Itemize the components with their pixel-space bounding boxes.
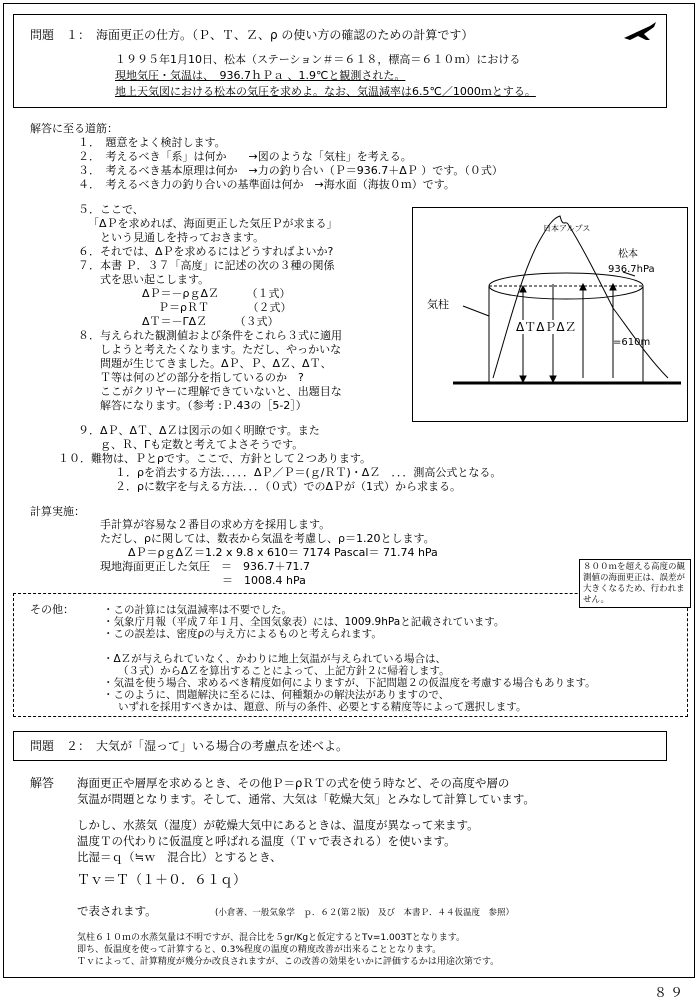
calc-line3: ΔＰ＝ρｇΔＺ＝1.2 x 9.8 x 610＝ 7174 Pascal＝ 71.74 hPa (128, 546, 438, 559)
height-label: =610m (613, 337, 651, 348)
answer-note-2: 即ち、仮温度を使って計算すると、0.3%程度の温度の精度改善が出来ることとなります。 (77, 945, 442, 955)
approach-step-5b: 「ΔＰを求めれば、海面更正した気圧Ｐが求まる」 (88, 217, 338, 230)
approach-step-9a: ９．ΔＰ、ΔＴ、ΔＺは図示の如く明瞭です。また (78, 424, 320, 437)
approach-step-8-l6: 解答になります。（参考 :Ｐ.43の［5-2］） (100, 399, 307, 412)
answer-p1b: 気温が問題となります。そして、通常、大気は「乾燥大気」とみなして計算しています。 (77, 792, 535, 806)
answer-reference: (小倉著、一般気象学 ｐ．６２(第２版) 及び 本書Ｐ．４４仮温度 参照） (215, 908, 514, 918)
answer-note-3: Ｔｖによって、計算精度が幾分か改良されますが、この改善の効果をいかに評価するかは用途次第です。 (77, 957, 500, 967)
answer-p2a: しかし、水蒸気（湿度）が乾燥大気中にあるときは、温度が異なって来ます。 (77, 818, 479, 832)
answer-title: 解答 (30, 776, 55, 790)
equation-3: ΔＴ＝－ΓΔＺ （３式） (142, 315, 279, 328)
question-1-line1: １９９５年1月10日、松本（ステーション＃＝６１８，標高＝６１０ｍ）における (115, 53, 521, 66)
answer-p1a: 海面更正や層厚を求めるとき、その他Ｐ＝ρＲＴの式を使う時など、その高度や層の (77, 776, 510, 790)
approach-step-7b: 式を思い起こします。 (100, 273, 210, 286)
approach-step-9b: ｇ、Ｒ、Γも定数と考えてよさそうです。 (100, 438, 304, 451)
approach-step-7a: ７．本書 Ｐ．３７「高度」に記述の次の３種の関係 (78, 259, 335, 272)
approach-title: 解答に至る道筋： (30, 122, 118, 135)
other-line-5: ・ΔＺが与えられていなく、かわりに地上気温が与えられている場合は、 (103, 653, 446, 665)
calc-line2: ただし、ρに関しては、数表から気温を考慮し、ρ＝1.20とします。 (100, 532, 435, 545)
calc-line4: 現地海面更正した気圧 ＝ 936.7＋71.7 (100, 560, 310, 573)
answer-formula: Ｔｖ＝Ｔ（１＋０．６１ｑ） (77, 873, 247, 888)
approach-step-6: ６．それでは、ΔＰを求めるにはどうすればよいか? (78, 245, 334, 258)
answer-note-1: 気柱６１０ｍの水蒸気量は不明ですが、混合比を５gr/Kgと仮定するとTv=1.003Tとなります。 (77, 933, 465, 943)
air-column-figure (412, 207, 688, 422)
answer-p2c: 比湿＝ｑ（≒ｗ 混合比）とするとき、 (77, 850, 282, 864)
question-2-heading: 問題 ２： 大気が「湿って」いる場合の考慮点を述べよ。 (30, 739, 349, 753)
other-line-6: （３式）からΔＺを算出することによって、上記方針２に帰着します。 (118, 665, 450, 677)
equation-1: ΔＰ＝－ρｇΔＺ （１式） (142, 287, 291, 300)
approach-step-8-l3: 問題が生じてきました。ΔＰ、Ｐ、ΔＺ、ΔＴ、 (100, 357, 332, 370)
airplane-icon (620, 18, 660, 44)
other-line-3: ・この誤差は、密度ρの与え方によるものと考えられます。 (103, 628, 382, 640)
approach-step-8-l1: ８．与えられた観測値および条件をこれら３式に適用 (78, 329, 342, 342)
altitude-note: ８００ｍを超える高度の観測値の海面更正は、誤差が大きくなるため、行われません。 (579, 559, 691, 608)
question-1-line2: 現地気圧・気温は、 936.7ｈＰａ 、1.9℃と観測された。 (115, 69, 406, 82)
calc-title: 計算実施： (30, 505, 85, 518)
other-line-2: ・気象庁月報（平成７年１月、全国気象表）には、1009.9hPaと記載されています。 (103, 616, 505, 628)
answer-p2b: 温度Ｔの代わりに仮温度と呼ばれる温度（Ｔｖで表される）を使います。 (77, 834, 456, 848)
delta-label: ΔＴΔＰΔＺ (516, 320, 577, 334)
approach-step-8-l4: Ｔ等は何のどの部分を指しているのか ? (100, 371, 304, 384)
calc-line5: ＝ 1008.4 hPa (222, 574, 306, 587)
question-1-heading: 問題 １： 海面更正の仕方。（Ｐ、Ｔ、Ｚ、ρ の使い方の確認のための計算です） (30, 28, 474, 42)
approach-step-10-1: １．ρを消去する方法．．．．．ΔＰ／Ｐ＝(ｇ/ＲＴ)・ΔＺ ．．．測高公式となる。 (115, 466, 502, 479)
equation-2: Ｐ＝ρＲＴ （２式） (158, 301, 292, 314)
question-1-line3: 地上天気図における松本の気圧を求めよ。なお、気温減率は6.5℃／1000ｍとする。 (115, 85, 536, 98)
approach-step-2: ２． 考えるべき「系」は何か →図のような「気柱」を考える。 (78, 150, 412, 163)
alps-label: 日本アルプス (543, 224, 591, 233)
pressure-label: 936.7hPa (608, 264, 655, 275)
other-title: その他： (30, 603, 74, 616)
approach-step-3: ３． 考えるべき基本原理は何か →力の釣り合い（Ｐ＝936.7＋ΔＰ ）です。（０式） (78, 164, 503, 177)
other-line-1: ・この計算には気温減率は不要でした。 (103, 604, 292, 616)
calc-line1: 手計算が容易な２番目の求め方を採用します。 (100, 518, 331, 531)
approach-step-5c: という見通しを持っておきます。 (100, 231, 265, 244)
answer-expressed: で表されます。 (77, 904, 157, 918)
approach-step-5a: ５．ここで、 (78, 203, 144, 216)
air-column-diagram (413, 208, 687, 421)
other-line-9: いずれを採用すべきかは、題意、所与の条件、必要とする精度等によって選択します。 (118, 701, 527, 713)
approach-step-1: １． 題意をよく検討します。 (78, 136, 226, 149)
page-number: ８９ (653, 986, 686, 1001)
approach-step-8-l2: しようと考えたくなります。ただし、やっかいな (100, 343, 342, 356)
matsumoto-label: 松本 (618, 249, 638, 260)
column-label: 気柱 (427, 298, 449, 311)
other-line-7: ・気温を使う場合、求めるべき精度如何によりますが、下記問題２の仮温度を考慮する場合もあります。 (103, 677, 596, 689)
approach-step-4: ４． 考えるべき力の釣り合いの基準面は何か →海水面（海抜０ｍ）です。 (78, 178, 455, 191)
approach-step-8-l5: ここがクリヤーに理解できていないと、出題目な (100, 385, 342, 398)
approach-step-10-2: ２．ρに数字を与える方法．．．（０式）でのΔＰが（1式）から求まる。 (115, 480, 462, 493)
approach-step-10: １０．難物は、Ｐとρです。ここで、方針として２つあります。 (58, 452, 372, 465)
other-line-8: ・このように、問題解決に至るには、何種類かの解決法がありますので、 (103, 689, 450, 701)
